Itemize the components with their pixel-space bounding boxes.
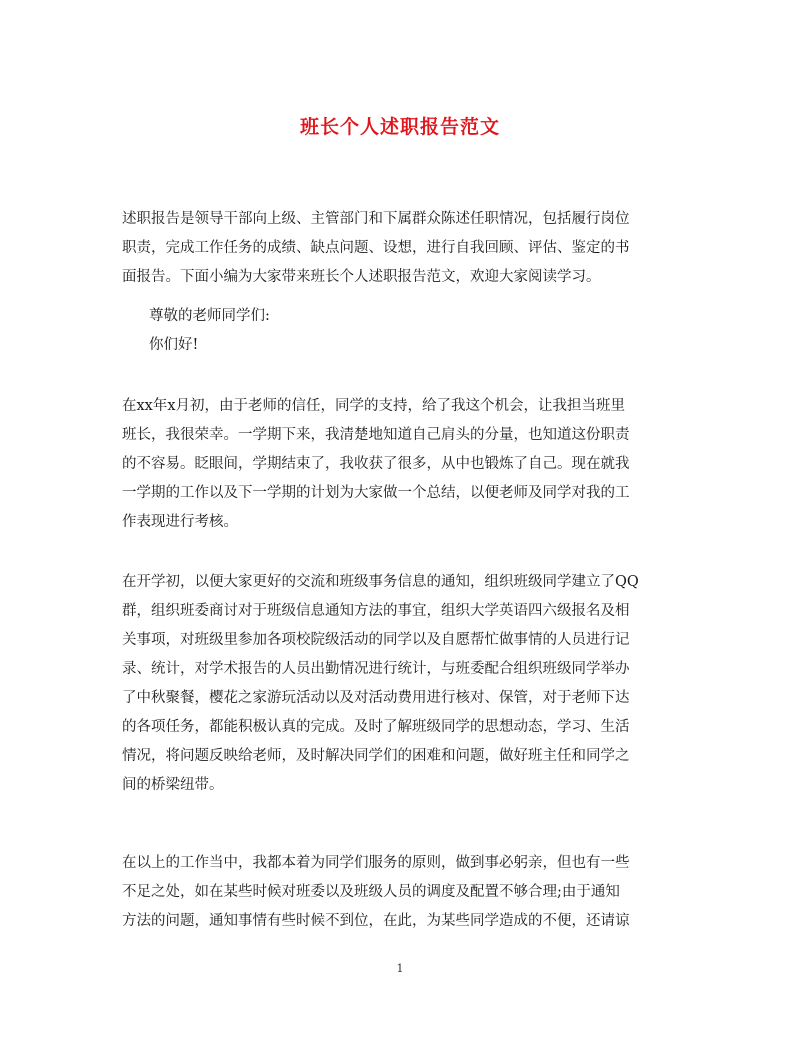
text-line: 在开学初，以便大家更好的交流和班级事务信息的通知，组织班级同学建立了QQ bbox=[122, 574, 639, 590]
intro-paragraph bbox=[122, 205, 682, 292]
salutation: 尊敬的老师同学们: bbox=[149, 308, 270, 324]
text-line: 了中秋聚餐，樱花之家游玩活动以及对活动费用进行核对、保管，对于老师下达 bbox=[122, 690, 630, 706]
document-title: 班长个人述职报告范文 bbox=[299, 116, 500, 138]
text-line: 作表现进行考核。 bbox=[122, 514, 238, 530]
text-line: 关事项，对班级里参加各项校院级活动的同学以及自愿帮忙做事情的人员进行记 bbox=[122, 632, 630, 648]
body-paragraph-1 bbox=[122, 392, 682, 537]
body-paragraph-3 bbox=[122, 849, 682, 936]
text-line: 班长，我很荣幸。一学期下来，我清楚地知道自己肩头的分量，也知道这份职责 bbox=[122, 427, 630, 443]
greeting: 你们好! bbox=[149, 337, 199, 353]
text-line: 不足之处，如在某些时候对班委以及班级人员的调度及配置不够合理;由于通知 bbox=[122, 884, 620, 900]
text-line: 职责，完成工作任务的成绩、缺点问题、设想，进行自我回顾、评估、鉴定的书 bbox=[122, 240, 630, 256]
text-line: 述职报告是领导干部向上级、主管部门和下属群众陈述任职情况，包括履行岗位 bbox=[122, 211, 630, 227]
text-line: 在以上的工作当中，我都本着为同学们服务的原则，做到事必躬亲，但也有一些 bbox=[122, 855, 630, 871]
body-paragraph-2 bbox=[122, 568, 682, 800]
text-line: 方法的问题，通知事情有些时候不到位，在此，为某些同学造成的不便，还请谅 bbox=[122, 913, 630, 929]
text-line: 录、统计，对学术报告的人员出勤情况进行统计，与班委配合组织班级同学举办 bbox=[122, 661, 630, 677]
text-line: 的各项任务，都能积极认真的完成。及时了解班级同学的思想动态，学习、生活 bbox=[122, 719, 630, 735]
text-line: 群，组织班委商讨对于班级信息通知方法的事宜，组织大学英语四六级报名及相 bbox=[122, 603, 630, 619]
text-line: 情况，将问题反映给老师，及时解决同学们的困难和问题，做好班主任和同学之 bbox=[122, 748, 630, 764]
text-line: 间的桥梁纽带。 bbox=[122, 777, 224, 793]
text-line: 在xx年x月初，由于老师的信任，同学的支持，给了我这个机会，让我担当班里 bbox=[122, 398, 626, 414]
text-line: 面报告。下面小编为大家带来班长个人述职报告范文，欢迎大家阅读学习。 bbox=[122, 269, 601, 285]
text-line: 的不容易。眨眼间，学期结束了，我收获了很多，从中也锻炼了自己。现在就我 bbox=[122, 456, 630, 472]
text-line: 一学期的工作以及下一学期的计划为大家做一个总结，以便老师及同学对我的工 bbox=[122, 485, 630, 501]
page-number: 1 bbox=[396, 962, 404, 975]
